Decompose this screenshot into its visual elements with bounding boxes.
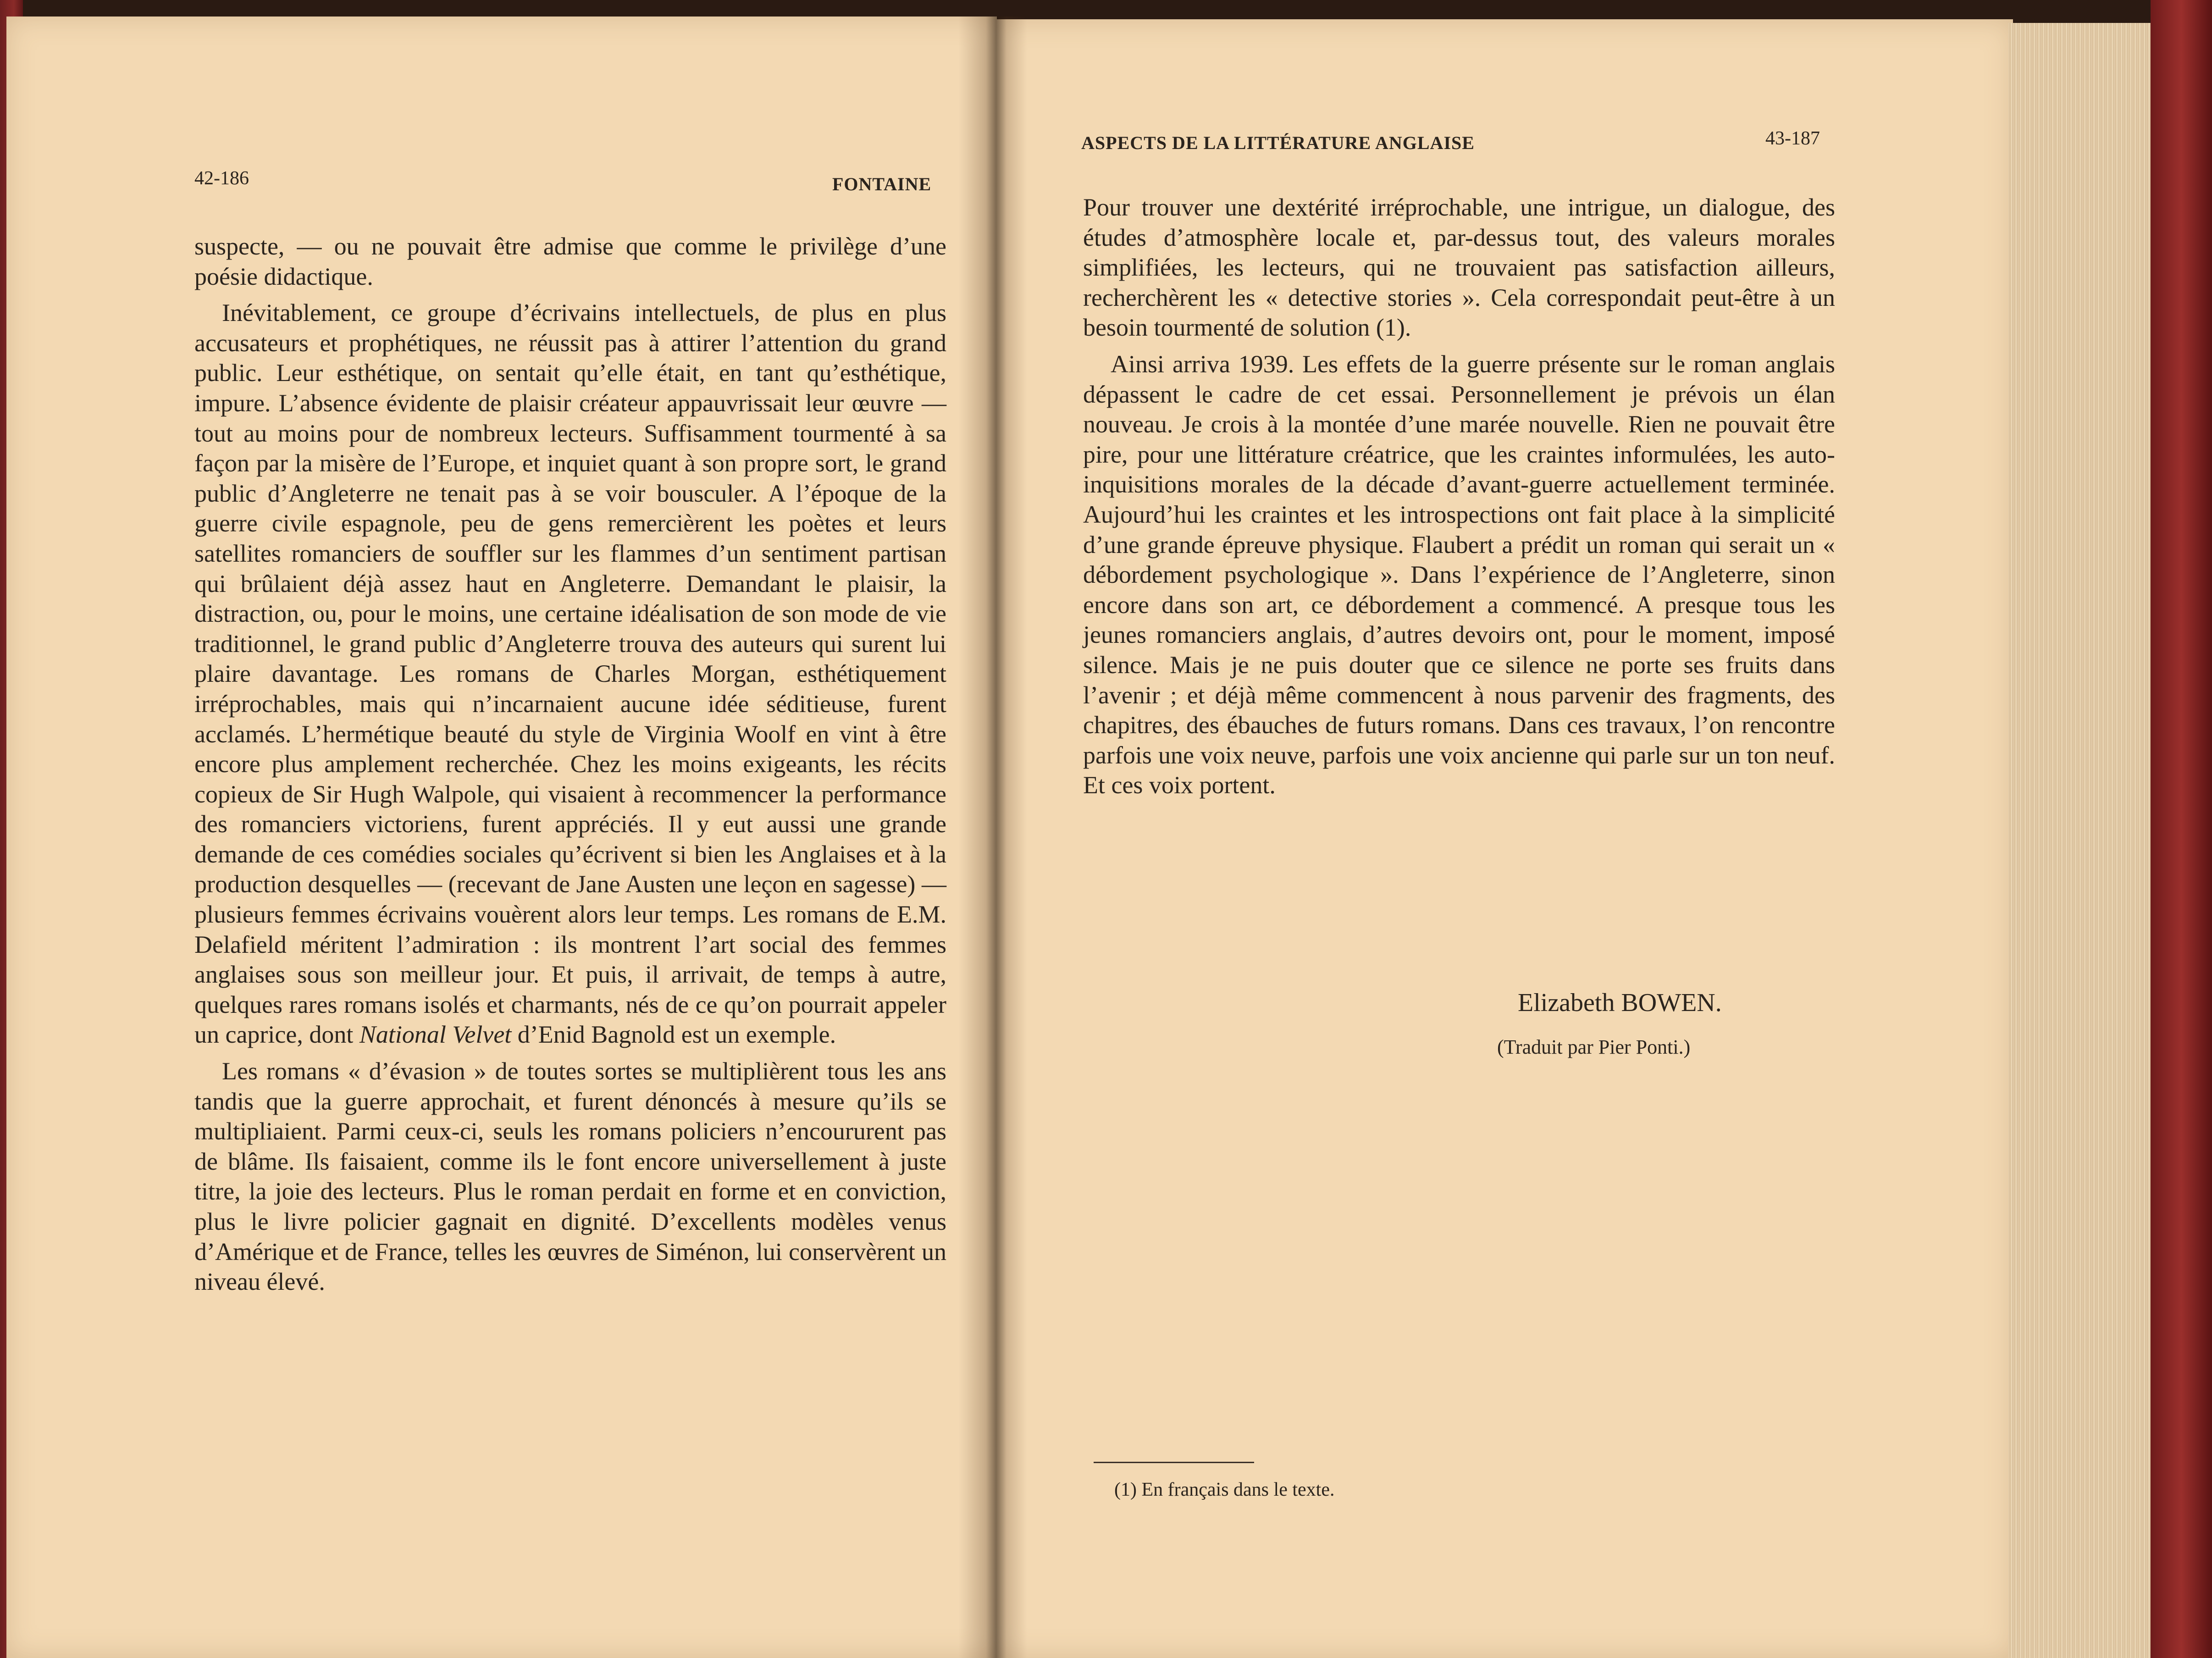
paragraph: Ainsi arriva 1939. Les effets de la guerre présente sur le roman anglais dépassent le cadre de cet essai. Personnellement je prévois un élan nouveau. Je crois à la montée d’une marée nouvelle. Rien ne pouvait être pire, pour une littérature créatrice, que les craintes informulées, les auto-inquisitions morales de la décade d’avant-guerre actuellement terminée. Aujourd’hui les craintes et les introspections ont fait place à la simplicité d’une grande épreuve physique. Flaubert a prédit un roman qui serait un « débordement psychologique ». Dans l’expérience de l’Angleterre, sinon encore dans son art, ce débordement a commencé. A presque tous les jeunes romanciers anglais, d’autres devoirs ont, pour le moment, imposé silence. Mais je ne puis douter que ce silence ne porte ses fruits dans l’avenir ; et déjà même commencent à nous parvenir des fragments, des chapitres, des ébauches de futurs romans. Dans ces travaux, l’on rencontre parfois une voix neuve, parfois une voix ancienne qui parle sur un ton neuf. Et ces voix portent.: [1083, 350, 1835, 799]
footnote-rule: [1094, 1462, 1254, 1463]
paragraph: [194, 298, 946, 1050]
book-title: National Velvet: [359, 1021, 512, 1049]
book-gutter: [958, 17, 1027, 1658]
left-page-number: 42-186: [194, 168, 249, 189]
author-signature: Elizabeth BOWEN.: [1518, 989, 1722, 1017]
paragraph: Les romans « d’évasion » de toutes sortes se multiplièrent tous les ans tandis que la guerre approchait, et furent dénoncés à mesure qu’ils se multipliaient. Parmi ceux-ci, seuls les romans policiers n’encoururent pas de blâme. Ils faisaient, comme ils le font encore universellement à juste titre, la joie des lecteurs. Plus le roman perdait en forme et en conviction, plus le livre policier gagnait en dignité. D’excellents modèles venus d’Amérique et de France, telles les œuvres de Siménon, lui conservèrent un niveau élevé.: [194, 1057, 946, 1296]
left-running-header: FONTAINE: [832, 174, 932, 194]
translator-credit: (Traduit par Pier Ponti.): [1497, 1036, 1691, 1058]
paragraph: Pour trouver une dextérité irréprochable, une intrigue, un dialogue, des études d’atmosphère locale et, par-dessus tout, des valeurs morales simplifiées, les lecteurs, qui ne trouvaient pas satisfaction ailleurs, recherchèrent les « detective stories ». Cela correspondait peut-être à un besoin tourmenté de solution (1).: [1083, 193, 1835, 342]
left-body-text: [194, 232, 946, 1297]
footnote: (1) En français dans le texte.: [1114, 1479, 1335, 1500]
right-page-number: 43-187: [1765, 128, 1820, 149]
paragraph: suspecte, — ou ne pouvait être admise que comme le privilège d’une poésie didactique.: [194, 232, 946, 290]
right-body-text: [1083, 193, 1835, 801]
paragraph-tail: d’Enid Bagnold est un exemple.: [517, 1021, 836, 1049]
right-running-header: ASPECTS DE LA LITTÉRATURE ANGLAISE: [1081, 133, 1475, 153]
paragraph-text: Inévitablement, ce groupe d’écrivains intellectuels, de plus en plus accusateurs et prophétiques, ne réussit pas à attirer l’attention du grand public. Leur esthétique, on sentait qu’elle était, en tant qu’esthétique, impure. L’absence évidente de plaisir créateur appauvrissait leur œuvre — tout au moins pour de nombreux lecteurs. Suffisamment tourmenté à sa façon par la misère de l’Europe, et inquiet quant à son propre sort, le grand public d’Angleterre ne tenait pas à se voir bousculer. A l’époque de la guerre civile espagnole, peu de gens remercièrent les poètes et leurs satellites romanciers de souffler sur les flammes d’un sentiment partisan qui brûlaient déjà assez haut en Angleterre. Demandant le plaisir, la distraction, ou, pour le moins, une certaine idéalisation de son mode de vie traditionnel, le grand public d’Angleterre trouva des auteurs qui surent lui plaire davantage. Les romans de Charles Morgan, esthétiquement irréprochables, mais qui n’incarnaient aucune idée séditieuse, furent acclamés. L’hermétique beauté du style de Virginia Woolf en vint à être encore plus amplement recherchée. Chez les moins exigeants, les récits copieux de Sir Hugh Walpole, qui visaient à recommencer la performance des romanciers victoriens, furent appréciés. Il y eut aussi une grande demande de ces comédies sociales qu’écrivent si bien les Anglaises et à la production desquelles — (recevant de Jane Austen une leçon en sagesse) — plusieurs femmes écrivains vouèrent alors leur temps. Les romans de E.M. Delafield méritent l’admiration : ils montrent l’art social des femmes anglaises sous son meilleur jour. Et puis, il arrivait, de temps à autre, quelques rares romans isolés et charmants, nés de ce qu’on pourrait appeler un caprice, dont: [194, 299, 946, 1049]
page-edges: [2008, 23, 2160, 1658]
book-cover-right: [2151, 0, 2212, 1658]
